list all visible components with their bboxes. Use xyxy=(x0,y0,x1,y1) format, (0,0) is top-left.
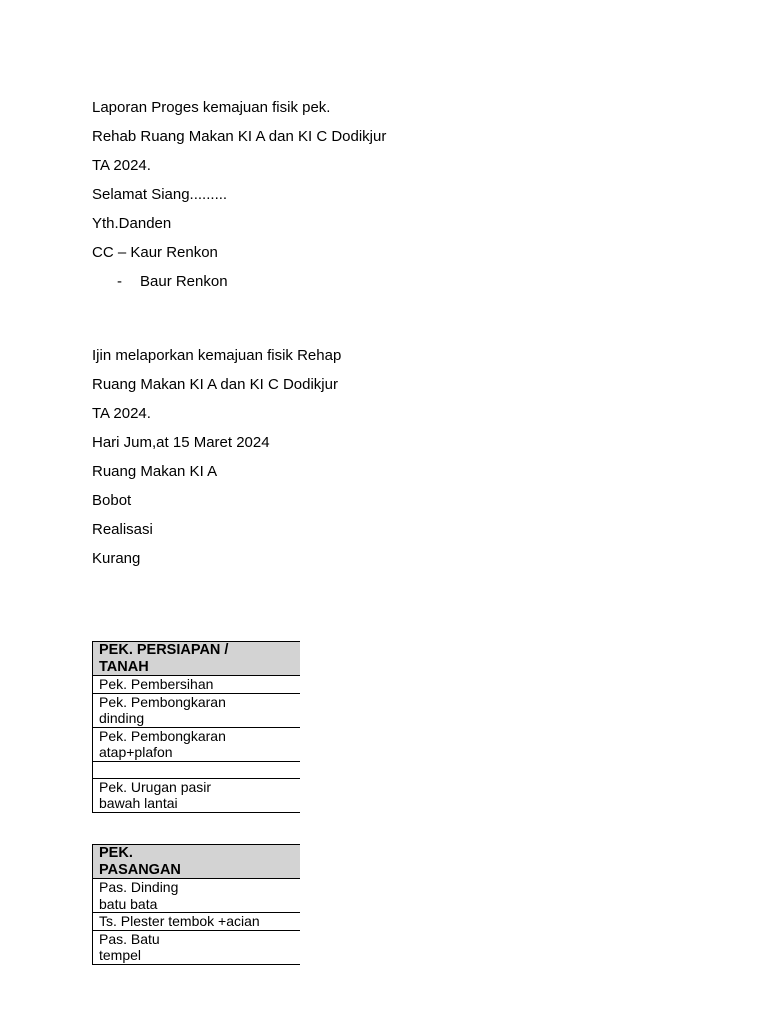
table-cell: Pek. Pembongkaran atap+plafon xyxy=(93,727,301,761)
report-title-line-3: TA 2024. xyxy=(92,157,151,174)
table-row xyxy=(93,913,301,931)
table-cell: Pek. Pembersihan xyxy=(93,676,301,694)
table-row xyxy=(93,676,301,694)
table-row xyxy=(93,693,301,727)
body-line-3: TA 2024. xyxy=(92,405,151,422)
table-row xyxy=(93,879,301,913)
pasangan-table xyxy=(92,844,300,965)
table-row xyxy=(93,930,301,964)
table-row xyxy=(93,727,301,761)
report-title-line-1: Laporan Proges kemajuan fisik pek. xyxy=(92,99,331,116)
report-date: Hari Jum,at 15 Maret 2024 xyxy=(92,434,270,451)
bullet-dash: - xyxy=(117,273,122,290)
kurang-label: Kurang xyxy=(92,550,141,567)
table-cell: Pas. Dinding batu bata xyxy=(93,879,301,913)
report-title-line-2: Rehab Ruang Makan KI A dan KI C Dodikjur xyxy=(92,128,387,145)
room-name: Ruang Makan KI A xyxy=(92,463,218,480)
table-cell-empty xyxy=(93,761,301,778)
bobot-label: Bobot xyxy=(92,492,132,509)
table-row xyxy=(93,778,301,812)
table-cell: Ts. Plester tembok +acian xyxy=(93,913,301,931)
table-cell: Pek. Pembongkaran dinding xyxy=(93,693,301,727)
recipient: Yth.Danden xyxy=(92,215,172,232)
cc-sub-text: Baur Renkon xyxy=(140,273,228,290)
table-header-row xyxy=(93,642,301,676)
table-row xyxy=(93,761,301,778)
greeting: Selamat Siang......... xyxy=(92,186,228,203)
body-line-1: Ijin melaporkan kemajuan fisik Rehap xyxy=(92,347,342,364)
table-header-cell: PEK. PASANGAN xyxy=(93,845,301,879)
body-line-2: Ruang Makan KI A dan KI C Dodikjur xyxy=(92,376,338,393)
table-cell: Pek. Urugan pasir bawah lantai xyxy=(93,778,301,812)
realisasi-label: Realisasi xyxy=(92,521,153,538)
cc-line: CC – Kaur Renkon xyxy=(92,244,218,261)
table-header-cell: PEK. PERSIAPAN / TANAH xyxy=(93,642,301,676)
table-header-row xyxy=(93,845,301,879)
persiapan-table xyxy=(92,641,300,813)
cc-sub-line xyxy=(117,273,228,291)
table-cell: Pas. Batu tempel xyxy=(93,930,301,964)
